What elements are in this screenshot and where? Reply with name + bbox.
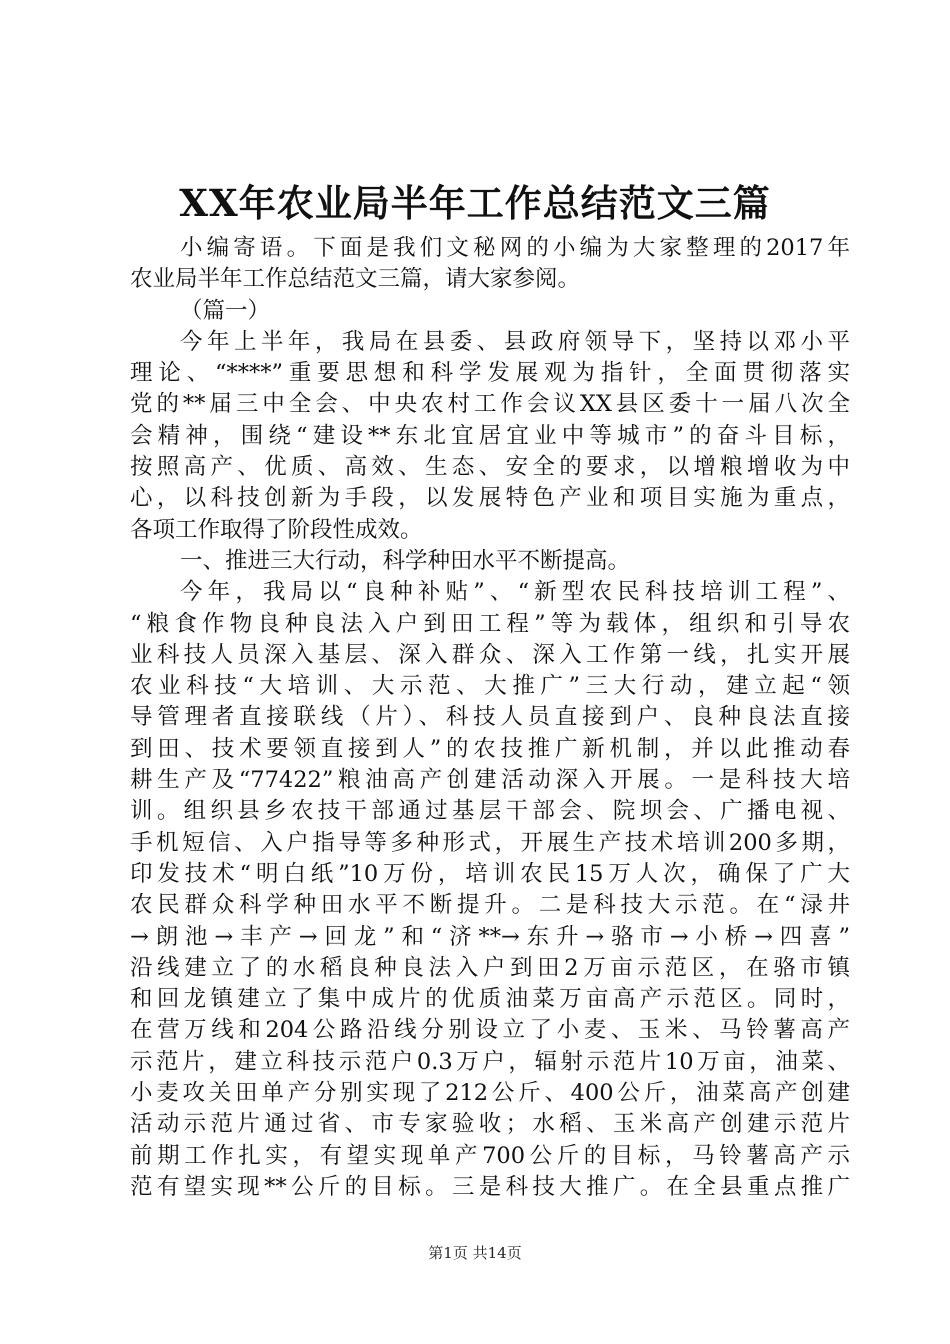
body-line: 示范片，建立科技示范户0.3万户，辐射示范片10万亩，油菜、: [130, 1048, 850, 1075]
body-line: 理论、“****”重要思想和科学发展观为指针，全面贯彻落实: [130, 360, 850, 387]
body-line: 和回龙镇建立了集中成片的优质油菜万亩高产示范区。同时，: [130, 986, 850, 1013]
document-body: [130, 233, 850, 1203]
body-line: 前期工作扎实，有望实现单产700公斤的目标，马铃薯高产示: [130, 1142, 850, 1169]
body-line: 沿线建立了的水稻良种良法入户到田2万亩示范区，在骆市镇: [130, 954, 850, 981]
body-line: →朗池→丰产→回龙”和“济**→东升→骆市→小桥→四喜”: [130, 923, 850, 950]
body-line: 到田、技术要领直接到人”的农技推广新机制，并以此推动春: [130, 735, 850, 762]
body-line: 小麦攻关田单产分别实现了212公斤、400公斤，油菜高产创建: [130, 1080, 850, 1107]
body-line: 耕生产及“77422”粮油高产创建活动深入开展。一是科技大培: [130, 767, 850, 794]
body-line: 今年，我局以“良种补贴”、“新型农民科技培训工程”、: [180, 579, 850, 606]
body-line: 活动示范片通过省、市专家验收；水稻、玉米高产创建示范片: [130, 1111, 850, 1138]
section-heading: 一、推进三大行动，科学种田水平不断提高。: [180, 547, 631, 574]
body-line: 训。组织县乡农技干部通过基层干部会、院坝会、广播电视、: [130, 798, 850, 825]
page-footer: 第1页 共14页: [428, 1244, 522, 1262]
body-line: 手机短信、入户指导等多种形式，开展生产技术培训200多期，: [130, 829, 850, 856]
section-heading: （篇一）: [180, 297, 271, 324]
body-line: 农业局半年工作总结范文三篇，请大家参阅。: [130, 266, 581, 293]
body-line: 农民群众科学种田水平不断提升。二是科技大示范。在“渌井: [130, 892, 850, 919]
body-line: 今年上半年，我局在县委、县政府领导下，坚持以邓小平: [180, 328, 850, 355]
document-title: XX年农业局半年工作总结范文三篇: [179, 181, 771, 225]
body-line: 范有望实现**公斤的目标。三是科技大推广。在全县重点推广: [130, 1173, 850, 1200]
body-line: 导管理者直接联线（片）、科技人员直接到户、良种良法直接: [130, 704, 850, 731]
body-line: “粮食作物良种良法入户到田工程”等为载体，组织和引导农: [130, 610, 850, 637]
body-line: 小编寄语。下面是我们文秘网的小编为大家整理的2017年: [180, 235, 850, 261]
body-line: 印发技术“明白纸”10万份，培训农民15万人次，确保了广大: [130, 860, 850, 887]
body-line: 各项工作取得了阶段性成效。: [130, 516, 423, 543]
body-line: 会精神，围绕“建设**东北宜居宜业中等城市”的奋斗目标，: [130, 422, 850, 449]
body-line: 党的**届三中全会、中央农村工作会议XX县区委十一届八次全: [130, 391, 850, 418]
body-line: 在营万线和204公路沿线分别设立了小麦、玉米、马铃薯高产: [130, 1017, 850, 1044]
body-line: 按照高产、优质、高效、生态、安全的要求，以增粮增收为中: [130, 454, 850, 481]
body-line: 业科技人员深入基层、深入群众、深入工作第一线，扎实开展: [130, 641, 850, 668]
body-line: 心，以科技创新为手段，以发展特色产业和项目实施为重点，: [130, 485, 850, 512]
body-line: 农业科技“大培训、大示范、大推广”三大行动，建立起“领: [130, 673, 850, 700]
